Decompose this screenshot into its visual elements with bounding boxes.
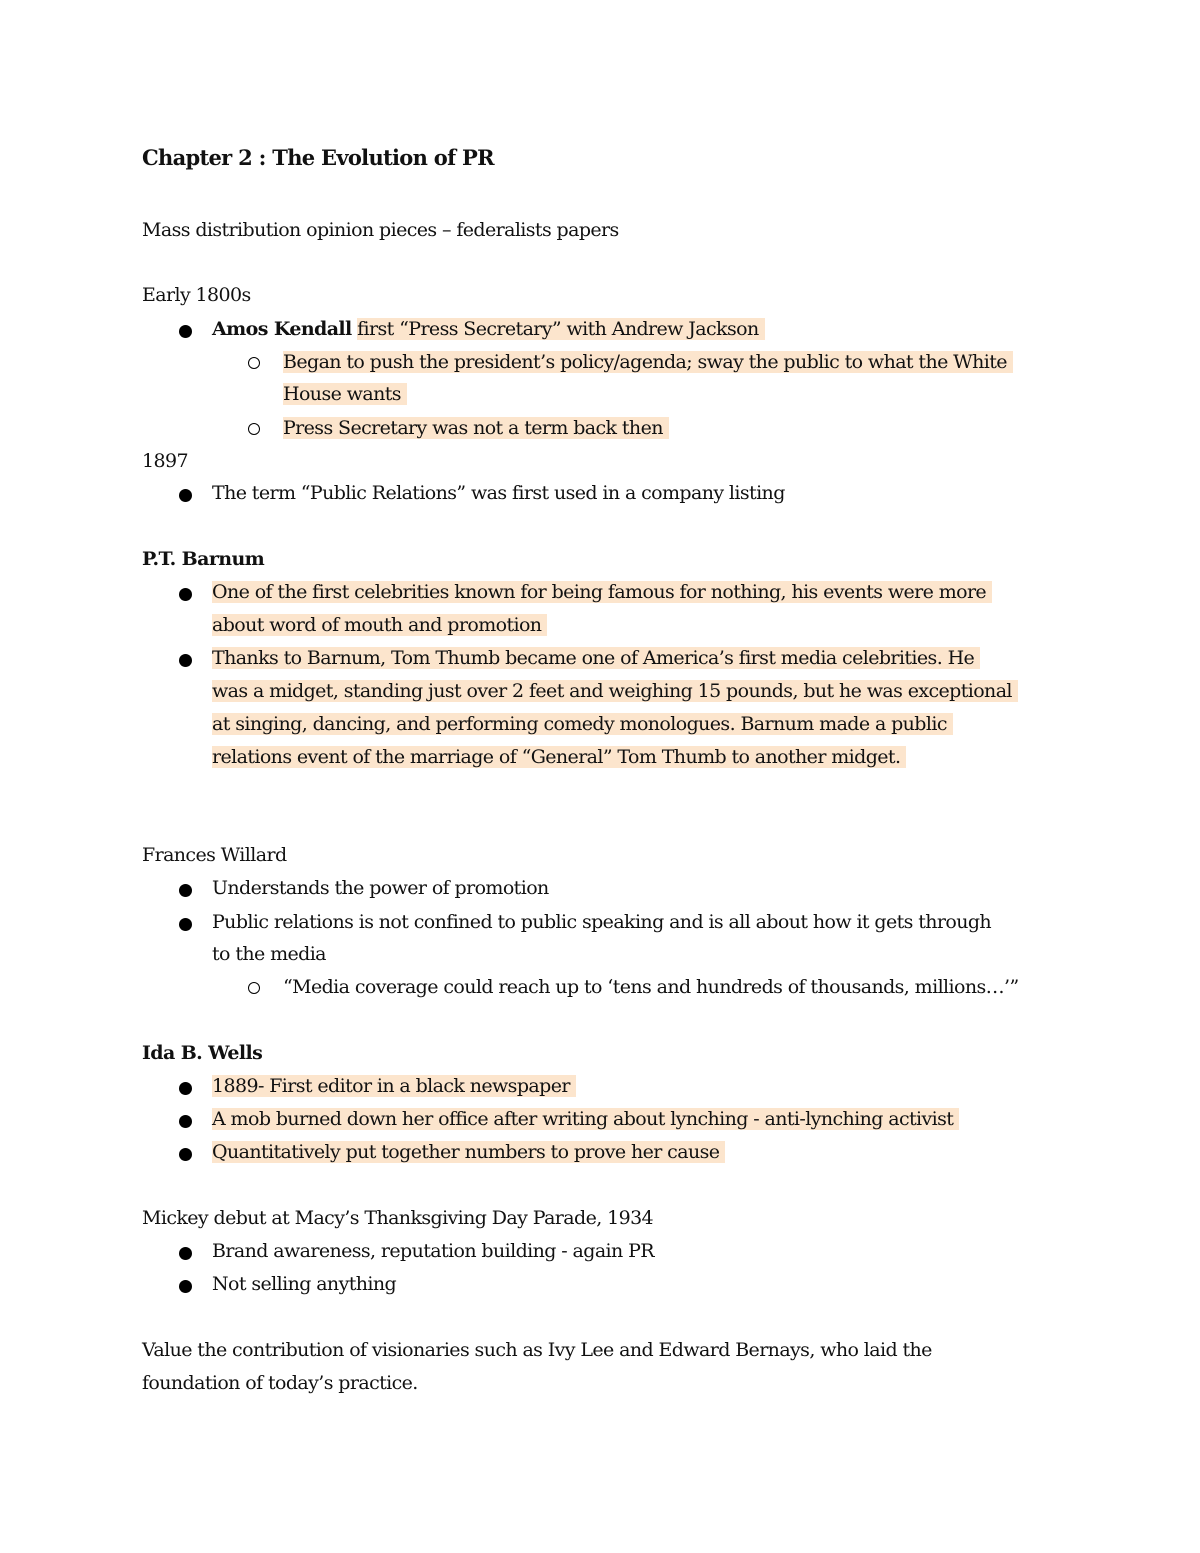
highlighted-text: House wants <box>283 383 407 405</box>
kendall-name: Amos Kendall <box>212 318 352 340</box>
bullet-filled-icon <box>178 1070 194 1102</box>
bullet-filled-icon <box>178 1235 194 1267</box>
list-item-text <box>212 609 547 641</box>
highlighted-text: about word of mouth and promotion <box>212 614 547 636</box>
highlighted-text: One of the first celebrities known for being famous for nothing, his events were more <box>212 581 992 603</box>
bullet-hollow-icon <box>247 346 263 378</box>
bullet-filled-icon <box>178 1268 194 1300</box>
list-item-text <box>212 708 953 740</box>
list-item-text: Public relations is not confined to public speaking and is all about how it gets through <box>212 911 992 933</box>
list-item-text: Understands the power of promotion <box>212 877 549 899</box>
bullet-filled-icon <box>178 1136 194 1168</box>
highlighted-text: at singing, dancing, and performing comedy monologues. Barnum made a public <box>212 713 953 735</box>
intro-text: Mass distribution opinion pieces – federalists papers <box>142 219 619 241</box>
highlighted-text: 1889- First editor in a black newspaper <box>212 1075 576 1097</box>
highlighted-text: A mob burned down her office after writing about lynching - anti-lynching activist <box>212 1108 959 1130</box>
section-heading-willard: Frances Willard <box>142 844 287 866</box>
list-item-text: to the media <box>212 943 326 965</box>
bullet-filled-icon <box>178 872 194 904</box>
document-title: Chapter 2 : The Evolution of PR <box>142 145 494 170</box>
closing-paragraph-line: Value the contribution of visionaries such as Ivy Lee and Edward Bernays, who laid the <box>142 1339 932 1361</box>
list-item-kendall <box>212 313 765 345</box>
list-item-text <box>212 642 980 674</box>
bullet-filled-icon <box>178 906 194 938</box>
highlighted-text: Began to push the president’s policy/agenda; sway the public to what the White <box>283 351 1013 373</box>
bullet-hollow-icon <box>247 412 263 444</box>
highlighted-text: Quantitatively put together numbers to prove her cause <box>212 1141 725 1163</box>
bullet-filled-icon <box>178 313 194 345</box>
section-heading-barnum: P.T. Barnum <box>142 548 265 570</box>
section-heading-mickey: Mickey debut at Macy’s Thanksgiving Day Parade, 1934 <box>142 1207 654 1229</box>
section-heading-early-1800s: Early 1800s <box>142 284 251 306</box>
bullet-filled-icon <box>178 477 194 509</box>
highlighted-text: Thanks to Barnum, Tom Thumb became one of America’s first media celebrities. He <box>212 647 980 669</box>
bullet-filled-icon <box>178 642 194 674</box>
list-item-text <box>212 675 1018 707</box>
list-item-text: The term “Public Relations” was first used in a company listing <box>212 482 785 504</box>
list-item-text <box>212 1070 576 1102</box>
section-heading-1897: 1897 <box>142 450 188 472</box>
highlighted-text: relations event of the marriage of “General” Tom Thumb to another midget. <box>212 746 906 768</box>
list-item-text: Not selling anything <box>212 1273 397 1295</box>
list-item-text <box>212 741 906 773</box>
sub-item-text <box>283 412 669 444</box>
list-item-text: Brand awareness, reputation building - again PR <box>212 1240 654 1262</box>
highlighted-text: Press Secretary was not a term back then <box>283 417 669 439</box>
sub-item-text: “Media coverage could reach up to ‘tens and hundreds of thousands, millions…’” <box>283 976 1019 998</box>
sub-item-text <box>283 378 407 410</box>
list-item-text <box>212 576 992 608</box>
bullet-filled-icon <box>178 576 194 608</box>
bullet-filled-icon <box>178 1103 194 1135</box>
list-item-text <box>212 1103 959 1135</box>
closing-paragraph-line: foundation of today’s practice. <box>142 1372 418 1394</box>
kendall-text: first “Press Secretary” with Andrew Jackson <box>357 318 764 340</box>
sub-item-text <box>283 346 1013 378</box>
section-heading-wells: Ida B. Wells <box>142 1042 263 1064</box>
highlighted-text: was a midget, standing just over 2 feet and weighing 15 pounds, but he was exceptional <box>212 680 1018 702</box>
list-item-text <box>212 1136 725 1168</box>
bullet-hollow-icon <box>247 971 263 1003</box>
